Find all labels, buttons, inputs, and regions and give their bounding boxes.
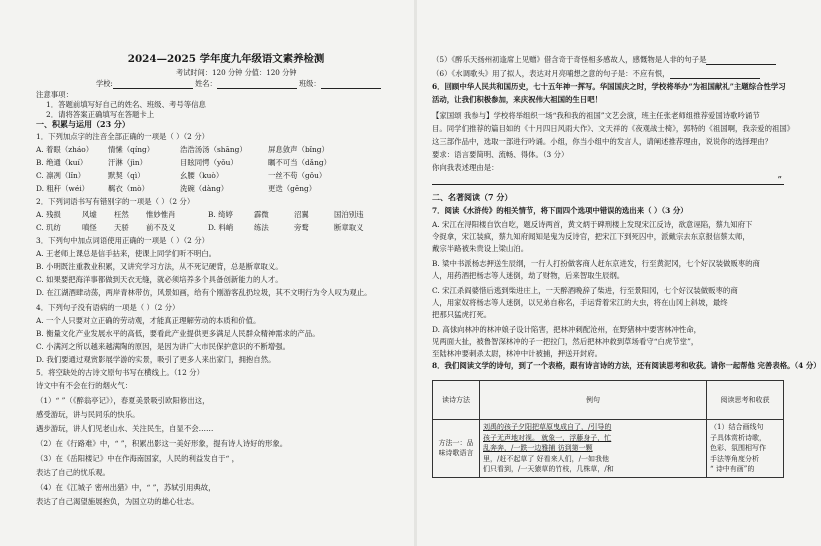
notice-2: 2．请将答案正确填写在答题卡上 bbox=[46, 110, 155, 119]
q6-answer-quote: ” bbox=[777, 176, 782, 186]
q7-a-1: A. 宋江在浔阳楼自饮自吃，题反诗两首，黄文炳于碑刑楼上发现宋江反诗，欲意诬陷，蔡九知府下 bbox=[432, 220, 753, 229]
q4-option-b: B. 衡量文化产业发展水平的高低，要看此产业提供更多满足人民群众精神需求的产品。 bbox=[36, 329, 320, 338]
q6-stem-b: 活动，让我们积极参加，来庆祝伟大祖国的生日吧！ bbox=[432, 95, 602, 104]
q5-item-1b: 感受游玩，讲与民同乐的快乐。 bbox=[36, 410, 140, 419]
q1-option-b: B. 绝通（kuí） 汗淋（jìn） 目眩同愕（yǒu） 瞩不可当（dǎng） bbox=[36, 158, 331, 167]
q5-item-1c: 遇步游玩，讲人们见老山水、关注民生，自显不会…… bbox=[36, 424, 214, 433]
q1-stem: 1．下列加点字的注音全部正确的一项是（ ）（2 分） bbox=[36, 132, 209, 141]
q1-option-d: D. 粗秆（wéi） 羁衣（mò） 洗碗（dàng） 更迭（gēng） bbox=[36, 184, 317, 193]
q3-option-a: A. 王老师上课总是信手拈来，使课上同学们听不明白。 bbox=[36, 249, 217, 258]
exam-title: 2024—2025 学年度九年级语文素养检测 bbox=[127, 53, 325, 65]
q2-options-ab: A. 残损 风墟 枉然 惟妙惟肖 B. 绮婷 霹微 沼翼 国泊别违 bbox=[36, 210, 364, 219]
q4-stem: 4．下列句子没有语病的一项是（ ）（2 分） bbox=[36, 303, 180, 312]
right-page bbox=[418, 0, 821, 546]
notice-1: 1．答题前填写好自己的姓名、班级、考号等信息 bbox=[46, 100, 206, 109]
info-school-label: 学校: bbox=[96, 79, 113, 88]
q5-item-5: （5）《醉乐天扬州初逢席上见赠》借含奇于奇怪相多感故人，感慨物是人非的句子是 bbox=[432, 54, 790, 65]
q7-stem: 7．阅读《水浒传》的相关情节，将下面四个选项中错误的选出来（ ）（3 分） bbox=[432, 206, 688, 215]
q6-context-4: 要求：语言要简明、流畅、得体。（3 分） bbox=[432, 150, 569, 159]
q6-stem: 6．回顾中华人民共和国历史，七十五年神一挥写。华国国庆之时，学校将举办“为祖国献礼”主题综合性学习 bbox=[432, 82, 786, 91]
q4-option-a: A. 一个人只要对立正确的劳动观，才能真正理解劳动的本质和价值。 bbox=[36, 316, 261, 325]
q4-option-d: D. 我们要通过观赏影展学游的实景，吸引了更多人来出家门，拥抱自然。 bbox=[36, 355, 276, 364]
q8-table bbox=[432, 380, 784, 478]
q7-d-2: 见两面大扯，被鲁智深林冲的子一把拉门，然后把林冲救到草场看守“白虎节堂”， bbox=[432, 337, 699, 346]
table-header-row bbox=[433, 381, 784, 420]
section-1-heading: 一、积累与运用（23 分） bbox=[36, 119, 130, 129]
q6-answer-line[interactable] bbox=[432, 184, 784, 185]
q5-intro: 诗文中有不会在行的烟火气： bbox=[36, 381, 133, 390]
q3-option-b: B. 小明既注重教业积累，又讲究学习方法，从不死记硬背，总是断章取义。 bbox=[36, 262, 283, 271]
info-class-label: 班级： bbox=[298, 79, 321, 88]
table-row bbox=[433, 420, 784, 478]
exam-meta: 考试时间：120 分钟 分值：120 分钟 bbox=[176, 68, 297, 77]
q7-b-1: B. 梁中书派杨志押送生辰纲，一行人打扮做客商人赶东京进发，行至黄泥冈，七个好汉装做贩枣的商 bbox=[432, 259, 760, 268]
q3-option-d: D. 在江湖酒肆动荡，两岸青林带仿，风景如画，给有个刚游客乱扔垃圾，其不文明行为令人叹为观止。 bbox=[36, 288, 372, 297]
q7-c-2: 人，用家奴将杨志等人迷倒，以兄弟自称名，手运背着宋江的大虫，将在山冈上斜坡，最终 bbox=[432, 298, 728, 307]
q3-stem: 3．下列句中加点词语使用正确的一项是（ ）（2 分） bbox=[36, 236, 209, 245]
class-blank[interactable] bbox=[321, 80, 381, 89]
q7-a-3: 戴宗半路被朱贵设上梁山泊。 bbox=[432, 244, 529, 253]
q7-a-2: 令捉拿，宋江装疯，蔡九知府闻知是鬼为反诗官，把宋江下到死囚中，派戴宗去东京报信蔡太师， bbox=[432, 232, 750, 241]
left-page bbox=[36, 0, 416, 546]
info-name-label: 姓名： bbox=[195, 79, 217, 88]
table-header-reflection: 阅读思考和收获 bbox=[707, 381, 784, 420]
q5-item-4: （4）在《江城子 密州出猎》中，“ ”，苏轼引用典故， bbox=[36, 483, 216, 492]
q5-item-4b: 表达了自己渴望施展抱负，为国立功的雄心壮志。 bbox=[36, 497, 199, 506]
q8-stem: 8．我们阅读文学的诗句，到了一个表格，跟有诗言诗的方法，还有阅读思考和收获。请你一起帮他 完善表格。（4 分） bbox=[432, 361, 821, 370]
q7-b-2: 人，用药酒把杨志等人迷倒，劫了财物，后来智取生辰纲。 bbox=[432, 271, 625, 280]
q4-option-c: C. 小满河之所以越来越满陶的原因，是因为讲广大市民保护意识的不断增强。 bbox=[36, 342, 290, 351]
q5-item-2: （2）在《行路难》中，“ ”，积累出影这一美好形象，提有诗人诗好的形象。 bbox=[36, 439, 288, 448]
q1-option-a: A. 着眼（zháo） 情愫（qíng） 浩浩汤汤（shāng） 屏息敛声（bǐng） bbox=[36, 145, 329, 154]
q6-context-2: 目。同学们推荐的篇目如的《十月四日风雨大作》、文天祥的《夜观战士椅》，郭特的《祖国啊，我亲爱的祖国》 bbox=[432, 124, 795, 133]
q2-options-cd: C. 玑纺 嗔怪 天骄 前不及义 D. 料峭 练法 旁鹜 断章取义 bbox=[36, 223, 364, 232]
q3-option-c: C. 如果要把海洋事都做到天衣无缝，就必须培养多个具备创新能力的人才。 bbox=[36, 275, 283, 284]
q6-context-1: 【家国颂 我参与】学校将举组织一场“我和我的祖国”文艺会演，班主任张老师组推荐爱国诗歌吟诵节 bbox=[432, 111, 760, 120]
reflection-cell[interactable]: （1）结合画线句 子具体赏析诗歌， 色彩、氛围相写作 手法等角度分析 “ 诗中有画”的 bbox=[707, 420, 784, 478]
q7-c-3: 把那只猛虎打死。 bbox=[432, 310, 492, 319]
q5-stem: 5．将空缺处的古诗文原句书写在横线上。（12 分） bbox=[36, 368, 204, 377]
q5-item-1: （1）“ ”（《醉翁亭记》），春夏美景吸引欧阳修出这， bbox=[36, 396, 210, 405]
q6-context-3: 这三部作品中，选取一部进行吟诵。小组，你当小组中的发言人，请阐述推荐理由，说说你的选择理由？ bbox=[432, 137, 772, 146]
example-cell: 刘禹的孩子夕阳把草原曳成自了，/引导的 孩子无声地对视。 就象一，浮藤身子，忙 乱奔奔，/一跌一边雅捕 彷到第一颗 里，/赶不起草了 好看来人们，/一如我他 们只看到，/一天猿草的竹枝，几株草，/和 bbox=[480, 420, 707, 478]
q7-c-1: C. 宋江杀阎婆惜后逃到柴进庄上，一天醉酒晚辞了柴进，行至景阳冈，七个好汉装做贩枣的商 bbox=[432, 286, 738, 295]
q7-d-1: D. 高俅向林冲的林冲娘子设计陷害，把林冲刺配沧州，在野猪林中要害林冲性命， bbox=[432, 325, 702, 334]
method-cell: 方法一：品味诗歌语言 bbox=[433, 420, 480, 478]
q2-stem: 2．下列词语书写有错别字的一项是（ ）（2 分） bbox=[36, 197, 195, 206]
school-blank[interactable] bbox=[113, 80, 193, 89]
section-2-heading: 二、名著阅读（7 分） bbox=[432, 192, 513, 202]
q6-context-5: 你向我表述理由是： bbox=[432, 163, 499, 172]
q1-option-c: C. 凛冽（lǐn） 默契（qì） 幺腰（kuò） 一丝不苟（gǒu） bbox=[36, 171, 327, 180]
q7-d-3: 至陆林冲要刺杀太尉，林冲中计被捕，押送开封府。 bbox=[432, 349, 602, 358]
q5-6-blank[interactable] bbox=[670, 70, 760, 79]
q5-5-blank[interactable] bbox=[706, 56, 776, 65]
table-header-example: 例句 bbox=[480, 381, 707, 420]
q5-item-3b: 表达了自己的忧乐观。 bbox=[36, 468, 110, 477]
info-row bbox=[96, 78, 416, 89]
name-blank[interactable] bbox=[217, 80, 297, 89]
table-header-method: 读诗方法 bbox=[433, 381, 480, 420]
notice-title: 注意事项： bbox=[36, 90, 73, 99]
q5-item-6: （6）《水调歌头》用了拟人，表达对月亮哺想之意的句子是：不应有恨， bbox=[432, 68, 790, 79]
q5-item-3: （3）在《岳阳楼记》中在作海南国家，人民的利益发自于“ ， bbox=[36, 454, 239, 463]
